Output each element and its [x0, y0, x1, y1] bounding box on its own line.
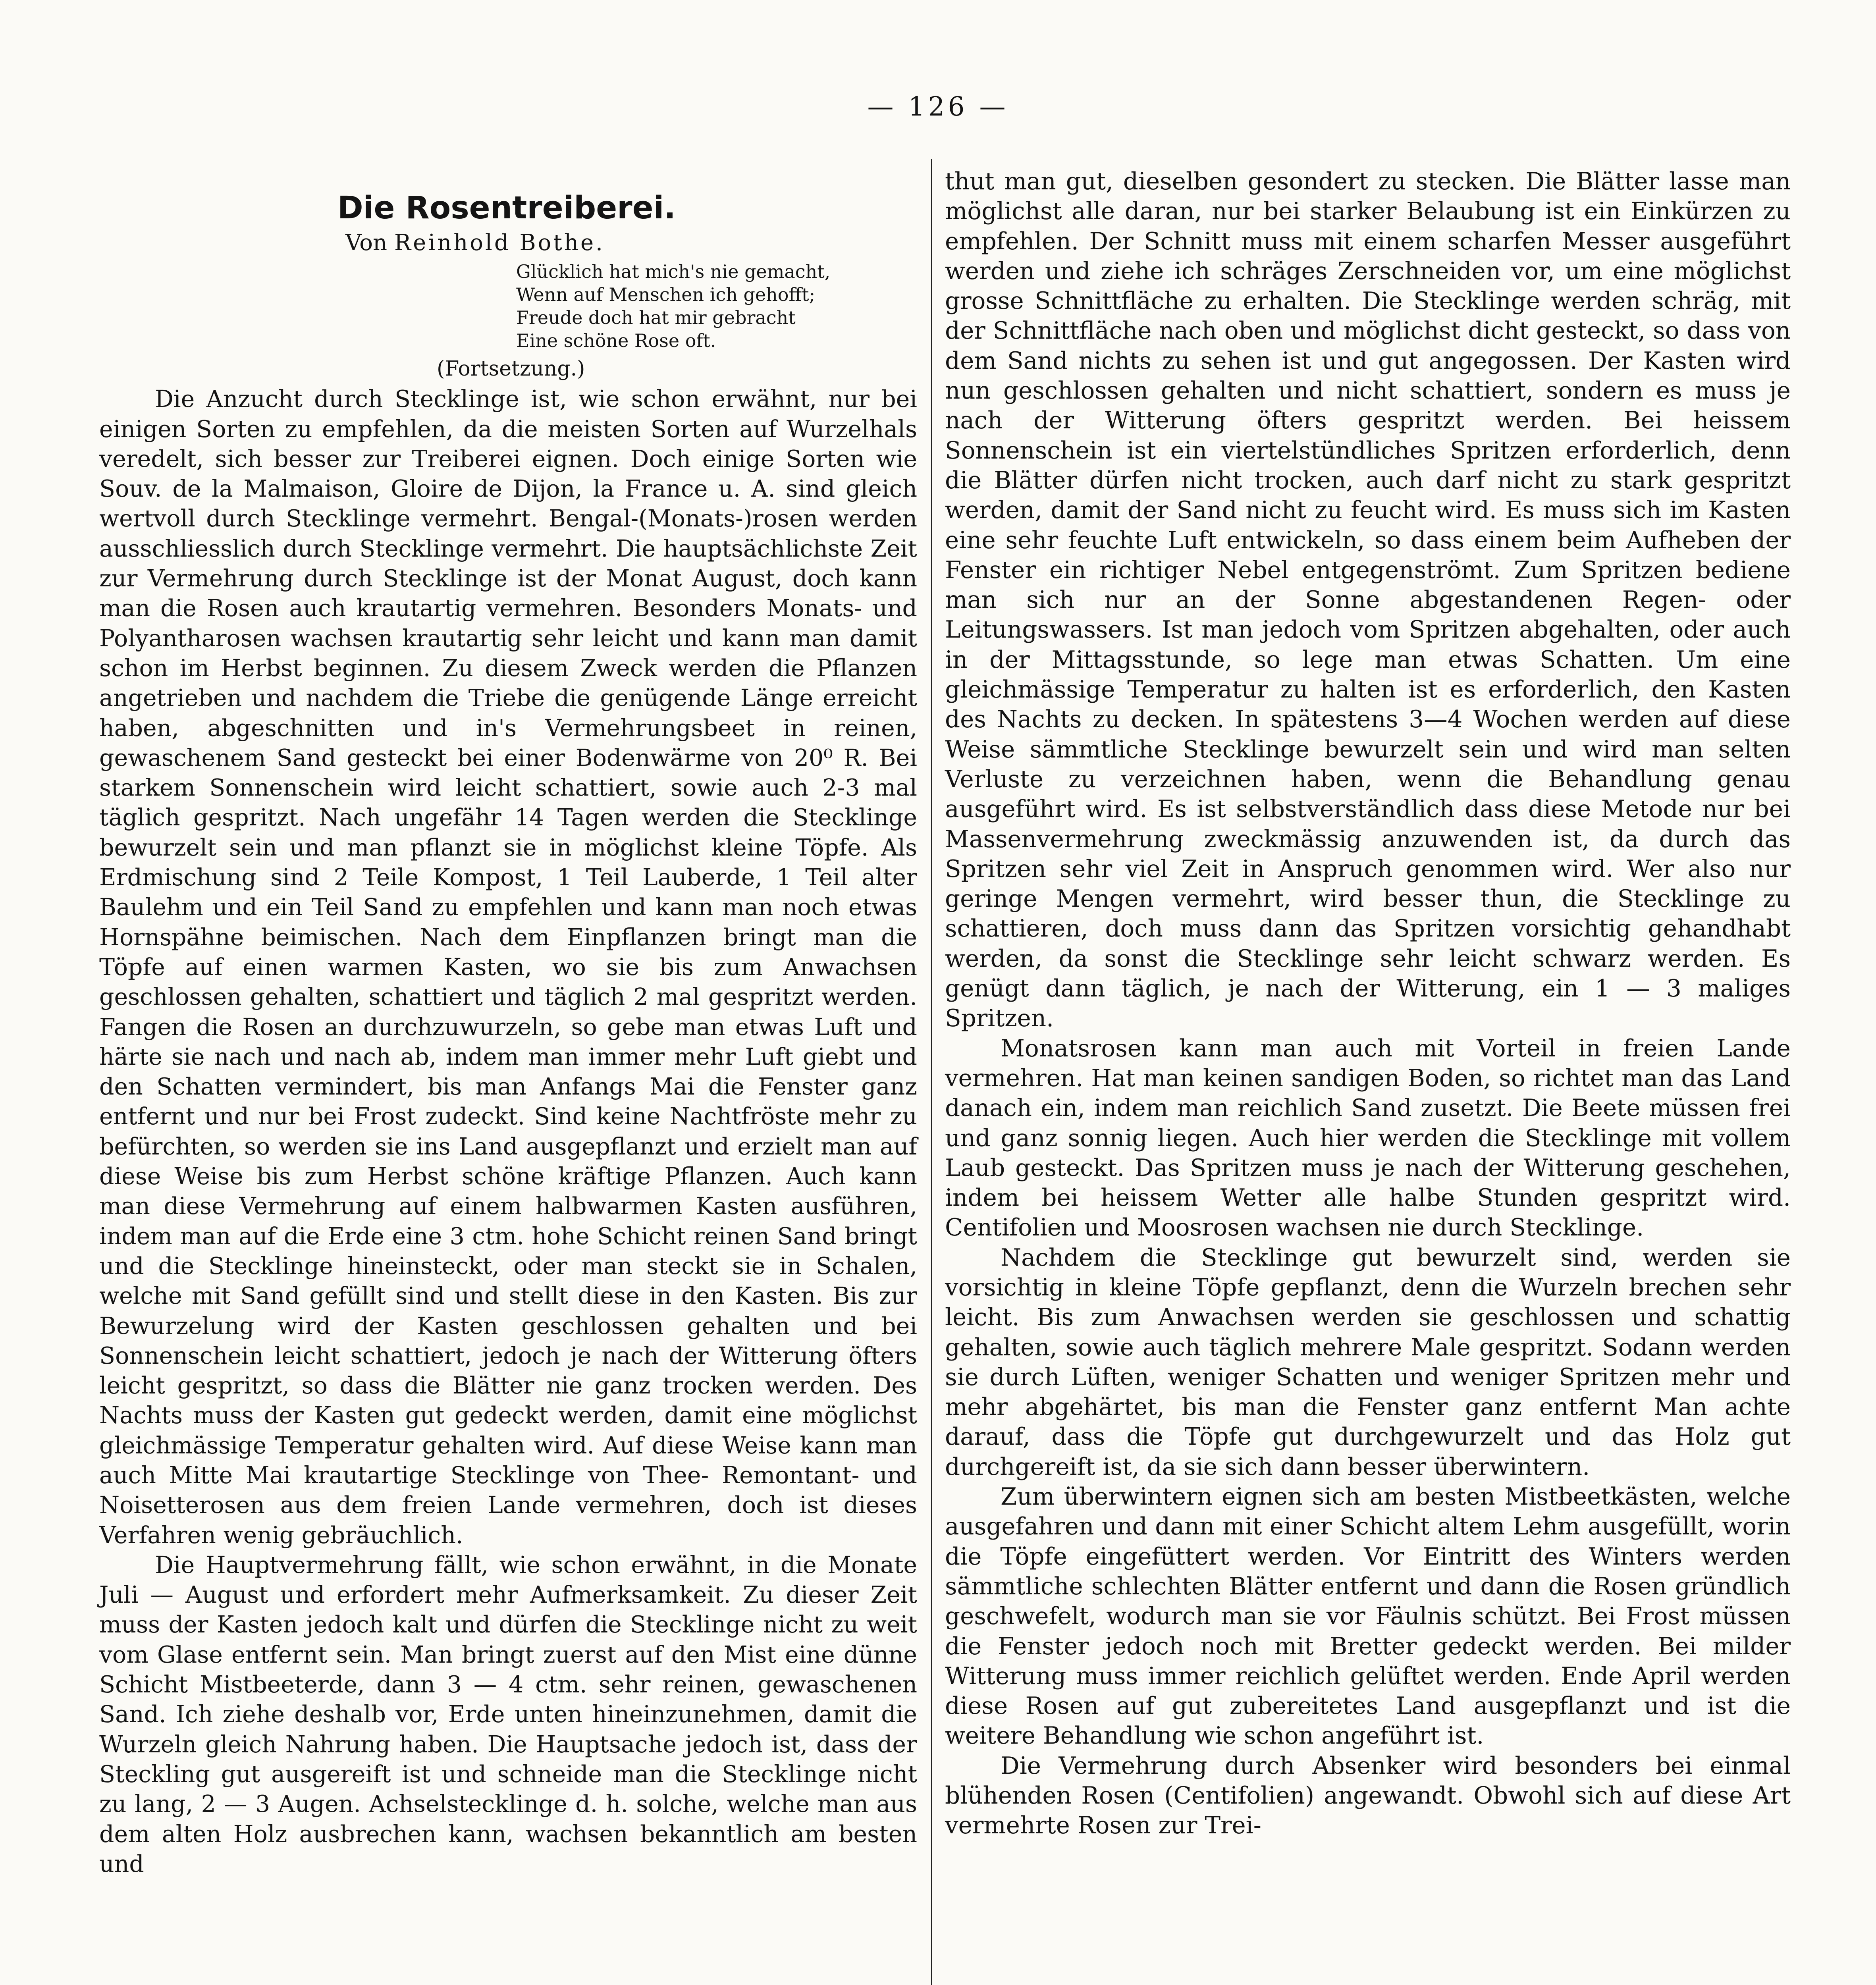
motto-line: Wenn auf Menschen ich gehofft;: [516, 284, 816, 306]
motto-line: Freude doch hat mir gebracht: [516, 307, 796, 329]
body-paragraph: Monatsrosen kann man auch mit Vorteil in freien Lande vermehren. Hat man keinen sandigen Boden, so richtet man das Land danach ein, indem man reichlich Sand zusetzt. Die Beete müssen frei und ganz sonnig liegen. Auch hier werden die Stecklinge mit vollem Laub gesteckt. Das Spritzen muss je nach der Witterung geschehen, indem bei heissem Wetter alle halbe Stunden gespritzt wird. Centifolien und Moosrosen wachsen nie durch Stecklinge.: [945, 1035, 1791, 1242]
right-column: [945, 167, 1791, 1985]
body-paragraph: Zum überwintern eignen sich am besten Mistbeetkästen, welche ausgefahren und dann mit einer Schicht altem Lehm ausgefüllt, worin die Töpfe eingefüttert werden. Vor Eintritt des Winters werden sämmtliche schlechten Blätter entfernt und dann die Rosen gründlich geschwefelt, wodurch man sie vor Fäulnis schützt. Bei Frost müssen die Fenster jedoch noch mit Bretter gedeckt werden. Bei milder Witterung muss immer reichlich gelüftet werden. Ende April werden diese Rosen auf gut zubereitetes Land ausgepflanzt und ist die weitere Behandlung wie schon angeführt ist.: [945, 1483, 1791, 1750]
body-paragraph: Nachdem die Stecklinge gut bewurzelt sind, werden sie vorsichtig in kleine Töpfe gepflanzt, denn die Wurzeln brechen sehr leicht. Bis zum Anwachsen werden sie geschlossen und schattig gehalten, sowie auch täglich mehrere Male gespritzt. Sodann werden sie durch Lüften, weniger Schatten und weniger Spritzen mehr und mehr abgehärtet, bis man die Fenster ganz entfernt Man achte darauf, dass die Töpfe gut durchgewurzelt und das Holz gut durchgereift ist, da sie sich dann besser überwintern.: [945, 1244, 1791, 1481]
body-paragraph: Die Anzucht durch Stecklinge ist, wie schon erwähnt, nur bei einigen Sorten zu empfehlen, da die meisten Sorten auf Wurzelhals veredelt, sich besser zur Treiberei eignen. Doch einige Sorten wie Souv. de la Malmaison, Gloire de Dijon, la France u. A. sind gleich wertvoll durch Stecklinge vermehrt. Bengal-(Monats-)rosen werden ausschliesslich durch Stecklinge vermehrt. Die hauptsächlichste Zeit zur Vermehrung durch Stecklinge ist der Monat August, doch kann man die Rosen auch krautartig vermehren. Besonders Monats- und Polyantharosen wachsen krautartig sehr leicht und kann man damit schon im Herbst beginnen. Zu diesem Zweck werden die Pflanzen angetrieben und nachdem die Triebe die genügende Länge erreicht haben, abgeschnitten und in's Vermehrungsbeet in reinen, gewaschenem Sand gesteckt bei einer Bodenwärme von 20⁰ R. Bei starkem Sonnenschein wird leicht schattiert, sowie auch 2-3 mal täglich gespritzt. Nach ungefähr 14 Tagen werden die Stecklinge bewurzelt sein und man pflanzt sie in möglichst kleine Töpfe. Als Erdmischung sind 2 Teile Kompost, 1 Teil Lauberde, 1 Teil alter Baulehm und ein Teil Sand zu empfehlen und kann man noch etwas Hornspähne beimischen. Nach dem Einpflanzen bringt man die Töpfe auf einen warmen Kasten, wo sie bis zum Anwachsen geschlossen gehalten, schattiert und täglich 2 mal gespritzt werden. Fangen die Rosen an durchzuwurzeln, so gebe man etwas Luft und härte sie nach und nach ab, indem man immer mehr Luft giebt und den Schatten vermindert, bis man Anfangs Mai die Fenster ganz entfernt und nur bei Frost zudeckt. Sind keine Nachtfröste mehr zu befürchten, so werden sie ins Land ausgepflanzt und erzielt man auf diese Weise bis zum Herbst schöne kräftige Pflanzen. Auch kann man diese Vermehrung auf einem halbwarmen Kasten ausführen, indem man auf die Erde eine 3 ctm. hohe Schicht reinen Sand bringt und die Stecklinge hineinsteckt, oder man steckt sie in Schalen, welche mit Sand gefüllt sind und stellt diese in den Kasten. Bis zur Bewurzelung wird der Kasten geschlossen gehalten und bei Sonnenschein leicht schattiert, jedoch je nach der Witterung öfters leicht gespritzt, so dass die Blätter nie ganz trocken werden. Des Nachts muss der Kasten gut gedeckt werden, damit eine möglichst gleichmässige Temperatur gehalten wird. Auf diese Weise kann man auch Mitte Mai krautartige Stecklinge von Thee- Remontant- und Noisetterosen aus dem freien Lande vermehren, doch ist dieses Verfahren wenig gebräuchlich.: [99, 385, 917, 1549]
article-author: Reinhold Bothe.: [394, 229, 605, 256]
body-paragraph: thut man gut, dieselben gesondert zu stecken. Die Blätter lasse man möglichst alle daran, nur bei starker Belaubung ist ein Einkürzen zu empfehlen. Der Schnitt muss mit einem scharfen Messer ausgeführt werden und ziehe ich schräges Zerschneiden vor, um eine möglichst grosse Schnittfläche zu erhalten. Die Stecklinge werden schräg, mit der Schnittfläche nach oben und möglichst dicht gesteckt, so dass von dem Sand nichts zu sehen ist und gut angegossen. Der Kasten wird nun geschlossen gehalten und nicht schattiert, sondern es muss je nach der Witterung öfters gespritzt werden. Bei heissem Sonnenschein ist ein viertelstündliches Spritzen erforderlich, denn die Blätter dürfen nicht trocken, auch darf nicht zu stark gespritzt werden, damit der Sand nicht zu feucht wird. Es muss sich im Kasten eine sehr feuchte Luft entwickeln, so dass einem beim Aufheben der Fenster ein richtiger Nebel entgegenströmt. Zum Spritzen bediene man sich nur an der Sonne abgestandenen Regen- oder Leitungswassers. Ist man jedoch vom Spritzen abgehalten, oder auch in der Mittagsstunde, so lege man etwas Schatten. Um eine gleichmässige Temperatur zu halten ist es erforderlich, den Kasten des Nachts zu decken. In spätestens 3—4 Wochen werden auf diese Weise sämmtliche Stecklinge bewurzelt sein und wird man selten Verluste zu verzeichnen haben, wenn die Behandlung genau ausgeführt wird. Es ist selbstverständlich dass diese Metode nur bei Massenvermehrung zweckmässig anzuwenden ist, da durch das Spritzen sehr viel Zeit in Anspruch genommen wird. Wer also nur geringe Mengen vermehrt, wird besser thun, die Stecklinge zu schattieren, doch muss dann das Spritzen vorsichtig gehandhabt werden, da sonst die Stecklinge sehr leicht schwarz werden. Es genügt dann täglich, je nach der Witterung, ein 1 — 3 maliges Spritzen.: [945, 168, 1791, 1033]
page-number: — 126 —: [867, 91, 1009, 122]
column-divider: [931, 159, 932, 1985]
article-title: Die Rosentreiberei.: [337, 190, 676, 226]
continuation-note: (Fortsetzung.): [437, 357, 585, 381]
motto-line: Glücklich hat mich's nie gemacht,: [516, 261, 831, 283]
article-byline: [99, 229, 917, 258]
article-motto: [99, 260, 917, 353]
byline-prefix: Von: [345, 229, 388, 256]
body-paragraph: Die Vermehrung durch Absenker wird besonders bei einmal blühenden Rosen (Centifolien) angewandt. Obwohl sich auf diese Art vermehrte Rosen zur Trei-: [945, 1752, 1791, 1840]
left-column: [99, 167, 917, 1985]
body-paragraph: Die Hauptvermehrung fällt, wie schon erwähnt, in die Monate Juli — August und erfordert mehr Aufmerksamkeit. Zu dieser Zeit muss der Kasten jedoch kalt und dürfen die Stecklinge nicht zu weit vom Glase entfernt sein. Man bringt zuerst auf den Mist eine dünne Schicht Mistbeeterde, dann 3 — 4 ctm. sehr reinen, gewaschenen Sand. Ich ziehe deshalb vor, Erde unten hineinzunehmen, damit die Wurzeln gleich Nahrung haben. Die Hauptsache jedoch ist, dass der Steckling gut ausgereift ist und schneide man die Stecklinge nicht zu lang, 2 — 3 Augen. Achselstecklinge d. h. solche, welche man aus dem alten Holz ausbrechen kann, wachsen bekanntlich am besten und: [99, 1551, 917, 1877]
motto-line: Eine schöne Rose oft.: [516, 330, 716, 352]
